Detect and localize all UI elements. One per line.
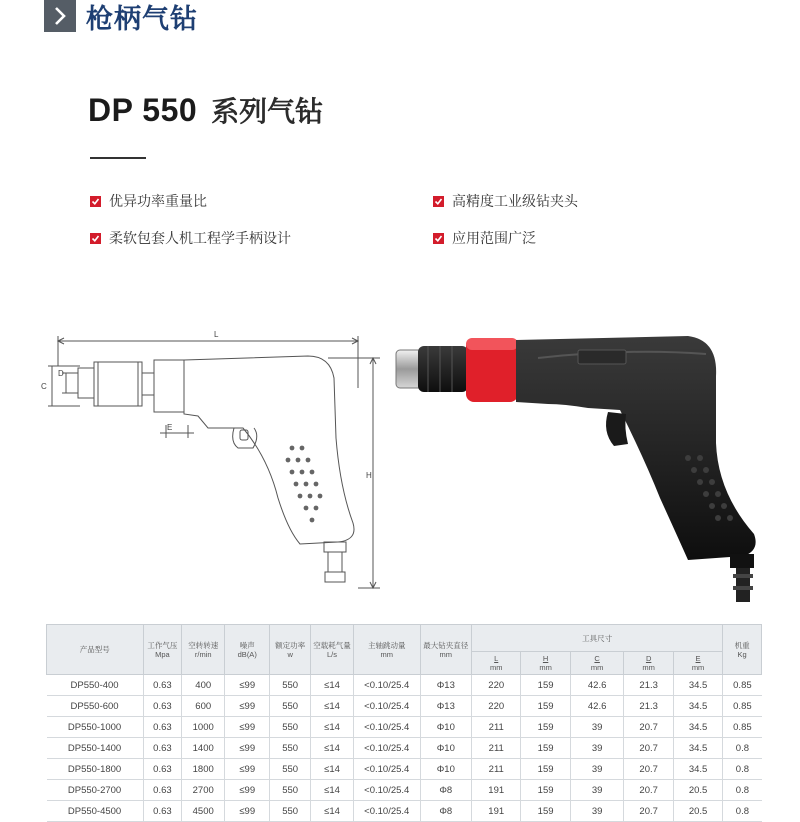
dimension-label-c: C: [41, 382, 47, 391]
table-cell: <0.10/25.4: [353, 759, 420, 780]
table-cell: 20.5: [673, 780, 722, 801]
table-cell: 39: [570, 738, 624, 759]
table-cell: 0.63: [143, 759, 182, 780]
col-header-runout: 主轴跳动量 mm: [353, 625, 420, 675]
table-row: [47, 675, 762, 696]
col-header-pressure: 工作气压 Mpa: [143, 625, 182, 675]
table-cell: 20.7: [624, 738, 673, 759]
table-cell: 34.5: [673, 717, 722, 738]
table-cell: Φ10: [420, 759, 472, 780]
product-model: DP 550: [88, 92, 198, 128]
spec-table: [46, 624, 762, 822]
table-body: [47, 675, 762, 822]
table-cell: 600: [182, 696, 225, 717]
table-cell: <0.10/25.4: [353, 780, 420, 801]
col-header-chuck: 最大钻夹直径 mm: [420, 625, 472, 675]
feature-label: 优异功率重量比: [109, 194, 207, 210]
table-cell: ≤99: [225, 759, 270, 780]
table-cell: 159: [521, 675, 570, 696]
table-cell: 220: [472, 696, 521, 717]
table-cell: ≤99: [225, 717, 270, 738]
table-cell: Φ13: [420, 696, 472, 717]
table-header-row: [47, 625, 762, 652]
table-cell: ≤14: [311, 675, 354, 696]
table-cell: ≤14: [311, 717, 354, 738]
table-cell: ≤99: [225, 696, 270, 717]
product-series: 系列气钻: [211, 95, 324, 128]
table-cell: ≤99: [225, 780, 270, 801]
table-cell: 0.63: [143, 675, 182, 696]
table-cell: 20.7: [624, 759, 673, 780]
table-row: [47, 696, 762, 717]
table-cell: 211: [472, 717, 521, 738]
table-cell: 550: [270, 738, 311, 759]
table-cell: 34.5: [673, 738, 722, 759]
chevron-right-icon: [44, 0, 76, 32]
table-cell: 4500: [182, 801, 225, 822]
table-cell: 159: [521, 696, 570, 717]
table-row: [47, 759, 762, 780]
table-cell: ≤14: [311, 696, 354, 717]
table-cell: <0.10/25.4: [353, 675, 420, 696]
table-cell: 159: [521, 738, 570, 759]
table-cell: 2700: [182, 780, 225, 801]
table-cell: 39: [570, 717, 624, 738]
table-cell: 0.8: [723, 738, 762, 759]
table-cell: 0.8: [723, 780, 762, 801]
table-cell: 550: [270, 675, 311, 696]
technical-drawing: [38, 318, 388, 613]
table-cell: Φ8: [420, 780, 472, 801]
table-cell: 39: [570, 759, 624, 780]
table-cell: ≤14: [311, 738, 354, 759]
col-header-air-consumption: 空载耗气量 L/s: [311, 625, 354, 675]
table-cell: 550: [270, 801, 311, 822]
table-cell: 20.7: [624, 780, 673, 801]
table-cell: <0.10/25.4: [353, 801, 420, 822]
table-cell: 42.6: [570, 675, 624, 696]
table-cell: 20.5: [673, 801, 722, 822]
table-cell: Φ10: [420, 717, 472, 738]
table-cell: 0.8: [723, 801, 762, 822]
table-cell: 0.63: [143, 696, 182, 717]
section-title: 枪柄气钻: [86, 3, 198, 35]
col-header-power: 额定功率 w: [270, 625, 311, 675]
brand-logo-icon: [578, 350, 626, 364]
table-cell: 1400: [182, 738, 225, 759]
table-cell: 0.85: [723, 675, 762, 696]
feature-label: 柔软包套人机工程学手柄设计: [109, 231, 291, 247]
table-cell: 20.7: [624, 717, 673, 738]
table-cell: 39: [570, 801, 624, 822]
table-cell: 550: [270, 696, 311, 717]
table-cell: ≤99: [225, 738, 270, 759]
table-cell: 550: [270, 780, 311, 801]
feature-item: [90, 228, 291, 248]
col-header-c: C mm: [570, 652, 624, 675]
table-cell: 550: [270, 759, 311, 780]
dimension-label-e: E: [167, 423, 173, 432]
checkbox-icon: [433, 233, 444, 244]
table-cell: ≤99: [225, 801, 270, 822]
feature-label: 应用范围广泛: [452, 231, 536, 247]
feature-label: 高精度工业级钻夹头: [452, 194, 578, 210]
model-cell: DP550-1400: [47, 738, 144, 759]
table-cell: 159: [521, 801, 570, 822]
table-cell: 39: [570, 780, 624, 801]
table-cell: Φ10: [420, 738, 472, 759]
table-cell: 400: [182, 675, 225, 696]
model-cell: DP550-400: [47, 675, 144, 696]
table-cell: 220: [472, 675, 521, 696]
product-photo: [388, 328, 778, 613]
feature-item: [433, 228, 536, 248]
table-row: [47, 717, 762, 738]
table-cell: 34.5: [673, 675, 722, 696]
checkbox-icon: [433, 196, 444, 207]
table-cell: 0.63: [143, 717, 182, 738]
table-cell: ≤99: [225, 675, 270, 696]
table-cell: ≤14: [311, 780, 354, 801]
col-header-dimensions: 工具尺寸: [472, 625, 723, 652]
table-cell: 1000: [182, 717, 225, 738]
table-cell: 34.5: [673, 696, 722, 717]
checkbox-icon: [90, 233, 101, 244]
table-cell: 159: [521, 717, 570, 738]
checkbox-icon: [90, 196, 101, 207]
model-cell: DP550-4500: [47, 801, 144, 822]
col-header-speed: 空转转速 r/min: [182, 625, 225, 675]
table-cell: 0.85: [723, 717, 762, 738]
table-cell: 1800: [182, 759, 225, 780]
col-header-weight: 机重 Kg: [723, 625, 762, 675]
table-cell: Φ13: [420, 675, 472, 696]
table-cell: ≤14: [311, 801, 354, 822]
table-cell: <0.10/25.4: [353, 717, 420, 738]
col-header-model: 产品型号: [47, 625, 144, 675]
table-cell: 211: [472, 738, 521, 759]
model-cell: DP550-2700: [47, 780, 144, 801]
model-cell: DP550-1000: [47, 717, 144, 738]
table-cell: <0.10/25.4: [353, 738, 420, 759]
table-cell: 0.8: [723, 759, 762, 780]
table-cell: 211: [472, 759, 521, 780]
dimension-label-d: D: [58, 369, 64, 378]
table-cell: 21.3: [624, 696, 673, 717]
table-cell: 159: [521, 759, 570, 780]
col-header-h: H mm: [521, 652, 570, 675]
table-cell: <0.10/25.4: [353, 696, 420, 717]
table-cell: Φ8: [420, 801, 472, 822]
title-divider: [90, 157, 146, 159]
dimension-label-l: L: [214, 330, 219, 339]
col-header-l: L mm: [472, 652, 521, 675]
table-cell: 34.5: [673, 759, 722, 780]
table-cell: 550: [270, 717, 311, 738]
table-cell: ≤14: [311, 759, 354, 780]
col-header-e: E mm: [673, 652, 722, 675]
feature-item: [433, 191, 578, 211]
col-header-noise: 噪声 dB(A): [225, 625, 270, 675]
table-cell: 0.63: [143, 801, 182, 822]
product-title: [88, 90, 323, 130]
table-cell: 191: [472, 801, 521, 822]
col-header-d: D mm: [624, 652, 673, 675]
section-header: [44, 0, 198, 35]
table-cell: 20.7: [624, 801, 673, 822]
feature-item: [90, 191, 207, 211]
table-row: [47, 801, 762, 822]
model-cell: DP550-1800: [47, 759, 144, 780]
table-cell: 42.6: [570, 696, 624, 717]
model-cell: DP550-600: [47, 696, 144, 717]
table-row: [47, 738, 762, 759]
table-cell: 0.85: [723, 696, 762, 717]
table-cell: 159: [521, 780, 570, 801]
dimension-label-h: H: [366, 471, 372, 480]
table-cell: 0.63: [143, 738, 182, 759]
table-cell: 21.3: [624, 675, 673, 696]
table-row: [47, 780, 762, 801]
table-cell: 0.63: [143, 780, 182, 801]
table-cell: 191: [472, 780, 521, 801]
